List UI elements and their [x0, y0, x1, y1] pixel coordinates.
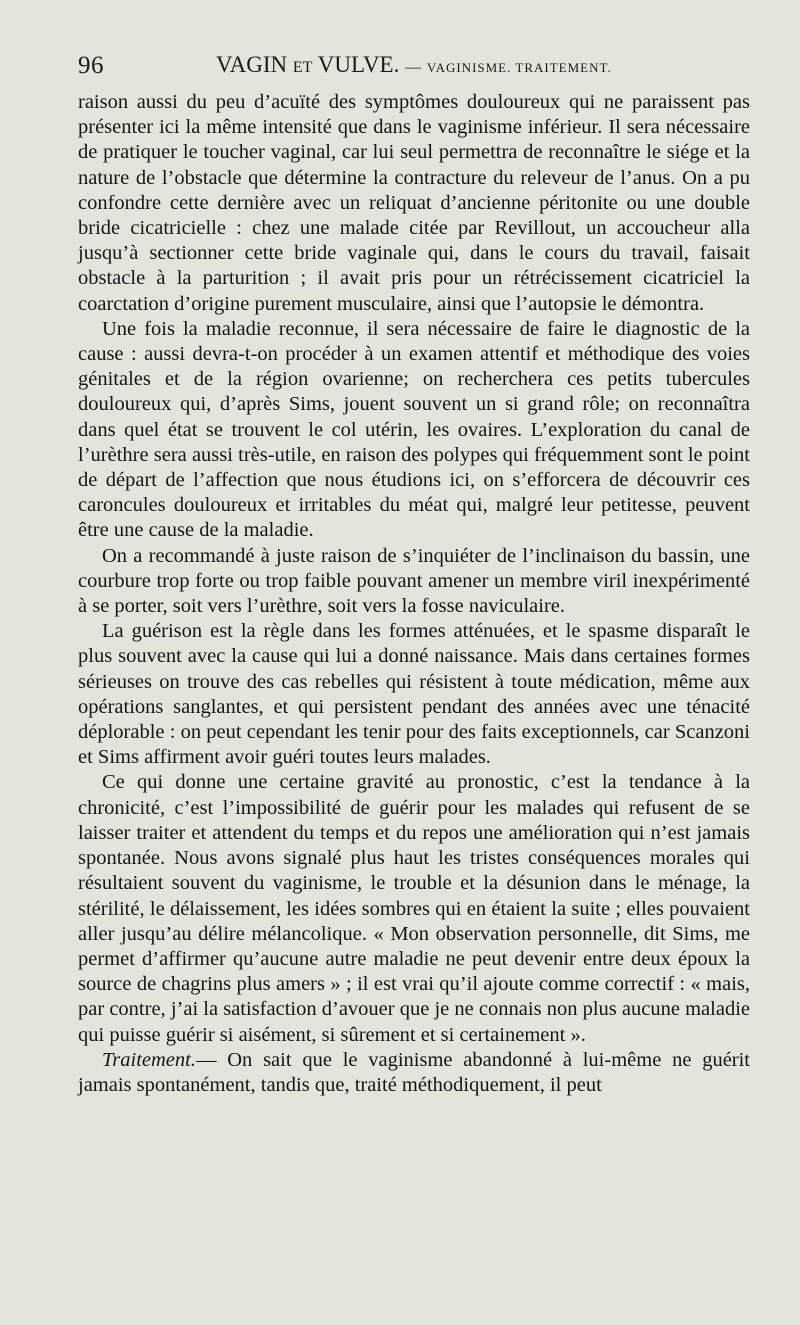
paragraph-6	[78, 1048, 750, 1098]
body-text	[78, 90, 750, 1098]
page-number: 96	[78, 52, 104, 79]
heading-dash: —	[195, 1048, 217, 1071]
paragraph-3: On a recommandé à juste raison de s’inquiéter de l’inclinaison du bassin, une courbure trop forte ou trop faible pouvant amener un membre viril inexpérimenté à se porter, soit vers l’urèthre, soit vers la fosse naviculaire.	[78, 544, 750, 618]
title-part-et: ET	[292, 59, 313, 76]
paragraph-5: Ce qui donne une certaine gravité au pronostic, c’est la tendance à la chronicité, c’est l’impossibilité de guérir pour les malades qui refusent de se laisser traiter et attendent du temps et du repos une amélioration qui n’est jamais spontanée. Nous avons signalé plus haut les tristes conséquences morales qui résultaient souvent du vaginisme, le trouble et la désunion dans le ménage, la stérilité, le délaissement, les idées sombres qui en étaient la suite ; elles pouvaient aller jusqu’au délire mélancolique. « Mon observation personnelle, dit Sims, me permet d’affirmer qu’aucune autre maladie ne peut devenir entre deux époux la source de chagrins plus amers » ; il est vrai qu’il ajoute comme correctif : « mais, par contre, j’ai la satisfaction d’avouer que je ne connais non plus aucune maladie qui puisse guérir si aisément, si sûrement et si certainement ».	[78, 771, 750, 1046]
paragraph-6-text: On sait que le vaginisme abandonné à lui-même ne guérit jamais spontanément, tandis que, traité méthodiquement, il peut	[78, 1048, 751, 1096]
paragraph-2: Une fois la maladie reconnue, il sera nécessaire de faire le diagnostic de la cause : aussi devra-t-on procéder à un examen attentif et méthodique des voies génitales et de la région ovarienne; on recherchera ces petits tubercules douloureux qui, d’après Sims, jouent souvent un si grand rôle; on reconnaîtra dans quel état se trouvent le col utérin, les ovaires. L’exploration du canal de l’urèthre sera aussi très-utile, en raison des polypes qui fréquemment sont le point de départ de l’affection que nous étudions ici, on s’efforcera de découvrir ces caroncules douloureux et irritables du méat qui, malgré leur petitesse, peuvent être une cause de la maladie.	[78, 317, 750, 542]
title-part-vagin: VAGIN	[216, 52, 288, 77]
running-title	[216, 52, 612, 78]
paragraph-1: raison aussi du peu d’acuïté des symptômes douloureux qui ne paraissent pas présenter ici la même intensité que dans le vaginisme inférieur. Il sera nécessaire de pratiquer le toucher vaginal, car lui seul permettra de reconnaître le siége et la nature de l’obstacle que détermine la contracture du releveur de l’anus. On a pu confondre cette dernière avec un reliquat d’ancienne péritonite ou une double bride cicatricielle : chez une malade citée par Revillout, un accoucheur alla jusqu’à sectionner cette bride vaginale qui, dans le cours du travail, faisait obstacle à la parturition ; il avait pris pour un rétrécissement cicatriciel la coarctation d’origine purement musculaire, ainsi que l’autopsie le démontra.	[78, 91, 750, 315]
title-part-section: VAGINISME. TRAITEMENT.	[426, 60, 612, 75]
title-part-vulve: VULVE.	[317, 52, 400, 77]
section-heading-traitement: Traitement.	[102, 1048, 196, 1071]
running-header	[78, 52, 750, 86]
title-dash: —	[405, 59, 422, 76]
paragraph-4: La guérison est la règle dans les formes atténuées, et le spasme disparaît le plus souvent avec la cause qui lui a donné naissance. Mais dans certaines formes sérieuses on trouve des cas rebelles qui résistent à toute médication, même aux opérations sanglantes, et qui persistent pendant des années avec une ténacité déplorable : on peut cependant les tenir pour des faits exceptionnels, car Scanzoni et Sims affirment avoir guéri toutes leurs malades.	[78, 620, 750, 769]
